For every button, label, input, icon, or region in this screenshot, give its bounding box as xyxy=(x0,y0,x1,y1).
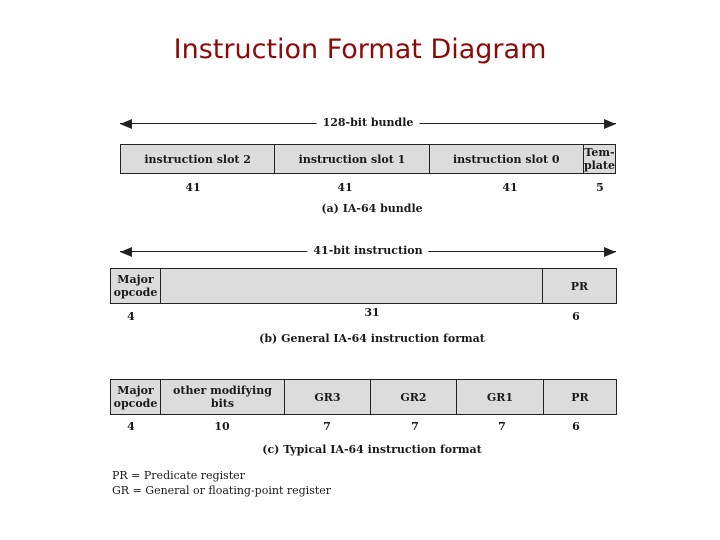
bundle-bits-slot-1: 41 xyxy=(337,181,353,194)
bundle-span-label: 128-bit bundle xyxy=(317,116,420,129)
bundle-slot-1: instruction slot 1 xyxy=(275,145,429,173)
general-bits-pr: 6 xyxy=(572,310,580,323)
typical-bits-gr1: 7 xyxy=(498,420,506,433)
typical-modifying-bits: other modifying bits xyxy=(161,380,285,414)
typical-bits-modifying: 10 xyxy=(214,420,230,433)
general-bits-opcode: 4 xyxy=(127,310,135,323)
bundle-bar xyxy=(120,144,616,174)
typical-pr-field: PR xyxy=(571,390,589,404)
typical-gr2-field: GR2 xyxy=(371,380,457,414)
general-pr-field: PR xyxy=(570,279,589,293)
bundle-bits-template: 5 xyxy=(596,181,604,194)
bundle-caption: (a) IA-64 bundle xyxy=(321,202,423,215)
general-major-opcode: Major opcode xyxy=(111,269,161,303)
typical-format-bar xyxy=(110,379,617,415)
bundle-bits-slot-0: 41 xyxy=(502,181,518,194)
general-format-bar xyxy=(110,268,617,304)
typical-gr1-field: GR1 xyxy=(457,380,544,414)
typical-caption: (c) Typical IA-64 instruction format xyxy=(262,443,482,456)
bundle-slot-0: instruction slot 0 xyxy=(430,145,584,173)
bundle-span-arrow xyxy=(120,118,616,130)
typical-bits-opcode: 4 xyxy=(127,420,135,433)
general-bits-body: 31 xyxy=(364,306,380,319)
typical-bits-gr3: 7 xyxy=(323,420,331,433)
typical-bits-pr: 6 xyxy=(572,420,580,433)
typical-bits-gr2: 7 xyxy=(411,420,419,433)
instruction-span-label: 41-bit instruction xyxy=(307,244,428,257)
general-body-field xyxy=(161,269,543,303)
typical-gr3-field: GR3 xyxy=(285,380,371,414)
general-caption: (b) General IA-64 instruction format xyxy=(259,332,485,345)
legend-pr: PR = Predicate register xyxy=(112,469,245,482)
bundle-slot-2: instruction slot 2 xyxy=(121,145,275,173)
typical-major-opcode: Major opcode xyxy=(111,380,161,414)
legend-gr: GR = General or floating-point register xyxy=(112,484,332,497)
bundle-bits-slot-2: 41 xyxy=(185,181,201,194)
bundle-template: Tem- plate xyxy=(583,146,616,172)
diagram-title: Instruction Format Diagram xyxy=(173,34,547,65)
instruction-span-arrow xyxy=(120,246,616,258)
